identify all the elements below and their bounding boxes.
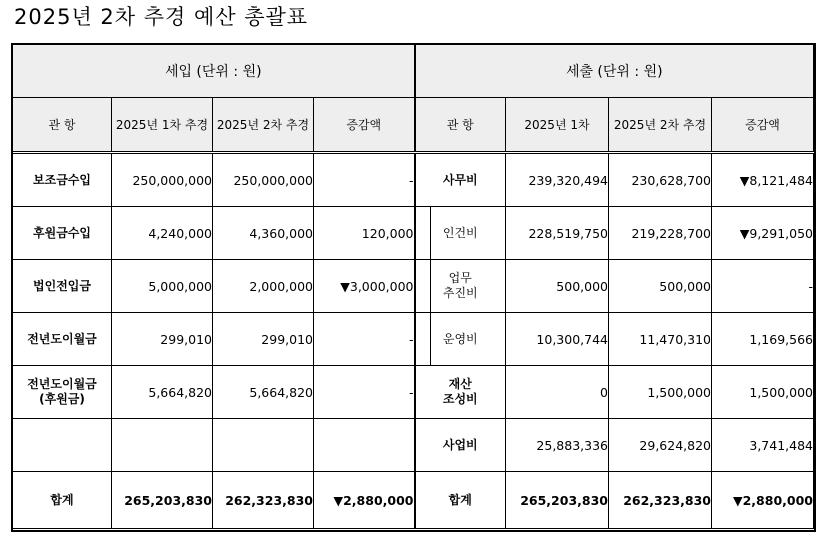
income-second-value: 5,664,820 bbox=[213, 366, 314, 419]
income-label: 전년도이월금 bbox=[13, 313, 112, 366]
income-diff-value: - bbox=[314, 153, 415, 207]
income-col-second: 2025년 2차 추경 bbox=[213, 98, 314, 153]
expense-diff-value: 1,169,566 bbox=[712, 313, 814, 366]
table-row bbox=[13, 260, 814, 313]
tree-connector bbox=[430, 207, 431, 259]
income-label: 전년도이월금 (후원금) bbox=[13, 366, 112, 419]
income-total-diff: ▼2,880,000 bbox=[314, 472, 415, 529]
income-total-second: 262,323,830 bbox=[213, 472, 314, 529]
expense-col-item: 관 항 bbox=[415, 98, 506, 153]
expense-first-value: 228,519,750 bbox=[506, 207, 609, 260]
income-first-value: 250,000,000 bbox=[112, 153, 213, 207]
expense-first-value: 500,000 bbox=[506, 260, 609, 313]
income-diff-value: - bbox=[314, 313, 415, 366]
income-second-value bbox=[213, 419, 314, 472]
expense-total-first: 265,203,830 bbox=[506, 472, 609, 529]
total-row bbox=[13, 472, 814, 529]
income-diff-value: - bbox=[314, 366, 415, 419]
income-label: 후원금수입 bbox=[13, 207, 112, 260]
expense-col-diff: 증감액 bbox=[712, 98, 814, 153]
expense-sublabel-text: 운영비 bbox=[442, 331, 478, 346]
expense-sublabel bbox=[415, 313, 506, 366]
expense-sublabel bbox=[415, 260, 506, 313]
expense-sublabel-text: 인건비 bbox=[442, 225, 478, 240]
income-total-first: 265,203,830 bbox=[112, 472, 213, 529]
expense-diff-value: 1,500,000 bbox=[712, 366, 814, 419]
expense-label: 재산 조성비 bbox=[415, 366, 506, 419]
budget-summary-table bbox=[12, 44, 814, 529]
income-label: 법인전입금 bbox=[13, 260, 112, 313]
expense-col-second: 2025년 2차 추경 bbox=[609, 98, 712, 153]
expense-label: 사무비 bbox=[415, 153, 506, 207]
expense-second-value: 500,000 bbox=[609, 260, 712, 313]
income-label bbox=[13, 419, 112, 472]
expense-total-label: 합계 bbox=[415, 472, 506, 529]
expense-sublabel bbox=[415, 207, 506, 260]
income-col-first: 2025년 1차 추경 bbox=[112, 98, 213, 153]
expense-second-value: 1,500,000 bbox=[609, 366, 712, 419]
expense-section-header: 세출 (단위 : 원) bbox=[415, 45, 814, 98]
table-row bbox=[13, 366, 814, 419]
income-second-value: 2,000,000 bbox=[213, 260, 314, 313]
income-first-value: 5,664,820 bbox=[112, 366, 213, 419]
expense-first-value: 239,320,494 bbox=[506, 153, 609, 207]
expense-col-first: 2025년 1차 bbox=[506, 98, 609, 153]
expense-label: 사업비 bbox=[415, 419, 506, 472]
income-label: 보조금수입 bbox=[13, 153, 112, 207]
table-row bbox=[13, 419, 814, 472]
expense-second-value: 219,228,700 bbox=[609, 207, 712, 260]
table-row bbox=[13, 207, 814, 260]
expense-sublabel-text: 업무 추진비 bbox=[442, 271, 478, 300]
expense-second-value: 29,624,820 bbox=[609, 419, 712, 472]
page-title: 2025년 2차 추경 예산 총괄표 bbox=[14, 5, 309, 29]
table-row bbox=[13, 313, 814, 366]
income-second-value: 250,000,000 bbox=[213, 153, 314, 207]
expense-second-value: 11,470,310 bbox=[609, 313, 712, 366]
tree-connector bbox=[430, 313, 431, 365]
expense-diff-value: - bbox=[712, 260, 814, 313]
income-first-value: 4,240,000 bbox=[112, 207, 213, 260]
income-col-item: 관 항 bbox=[13, 98, 112, 153]
expense-total-diff: ▼2,880,000 bbox=[712, 472, 814, 529]
income-total-label: 합계 bbox=[13, 472, 112, 529]
income-diff-value bbox=[314, 419, 415, 472]
expense-first-value: 0 bbox=[506, 366, 609, 419]
table-row bbox=[13, 153, 814, 207]
expense-first-value: 10,300,744 bbox=[506, 313, 609, 366]
income-section-header: 세입 (단위 : 원) bbox=[13, 45, 415, 98]
expense-diff-value: ▼8,121,484 bbox=[712, 153, 814, 207]
income-col-diff: 증감액 bbox=[314, 98, 415, 153]
expense-diff-value: ▼9,291,050 bbox=[712, 207, 814, 260]
income-first-value: 299,010 bbox=[112, 313, 213, 366]
income-first-value bbox=[112, 419, 213, 472]
expense-total-second: 262,323,830 bbox=[609, 472, 712, 529]
column-header-row bbox=[13, 98, 814, 153]
expense-diff-value: 3,741,484 bbox=[712, 419, 814, 472]
income-diff-value: ▼3,000,000 bbox=[314, 260, 415, 313]
tree-connector bbox=[430, 260, 431, 312]
expense-first-value: 25,883,336 bbox=[506, 419, 609, 472]
income-first-value: 5,000,000 bbox=[112, 260, 213, 313]
income-second-value: 4,360,000 bbox=[213, 207, 314, 260]
income-second-value: 299,010 bbox=[213, 313, 314, 366]
expense-second-value: 230,628,700 bbox=[609, 153, 712, 207]
section-header-row bbox=[13, 45, 814, 98]
income-diff-value: 120,000 bbox=[314, 207, 415, 260]
